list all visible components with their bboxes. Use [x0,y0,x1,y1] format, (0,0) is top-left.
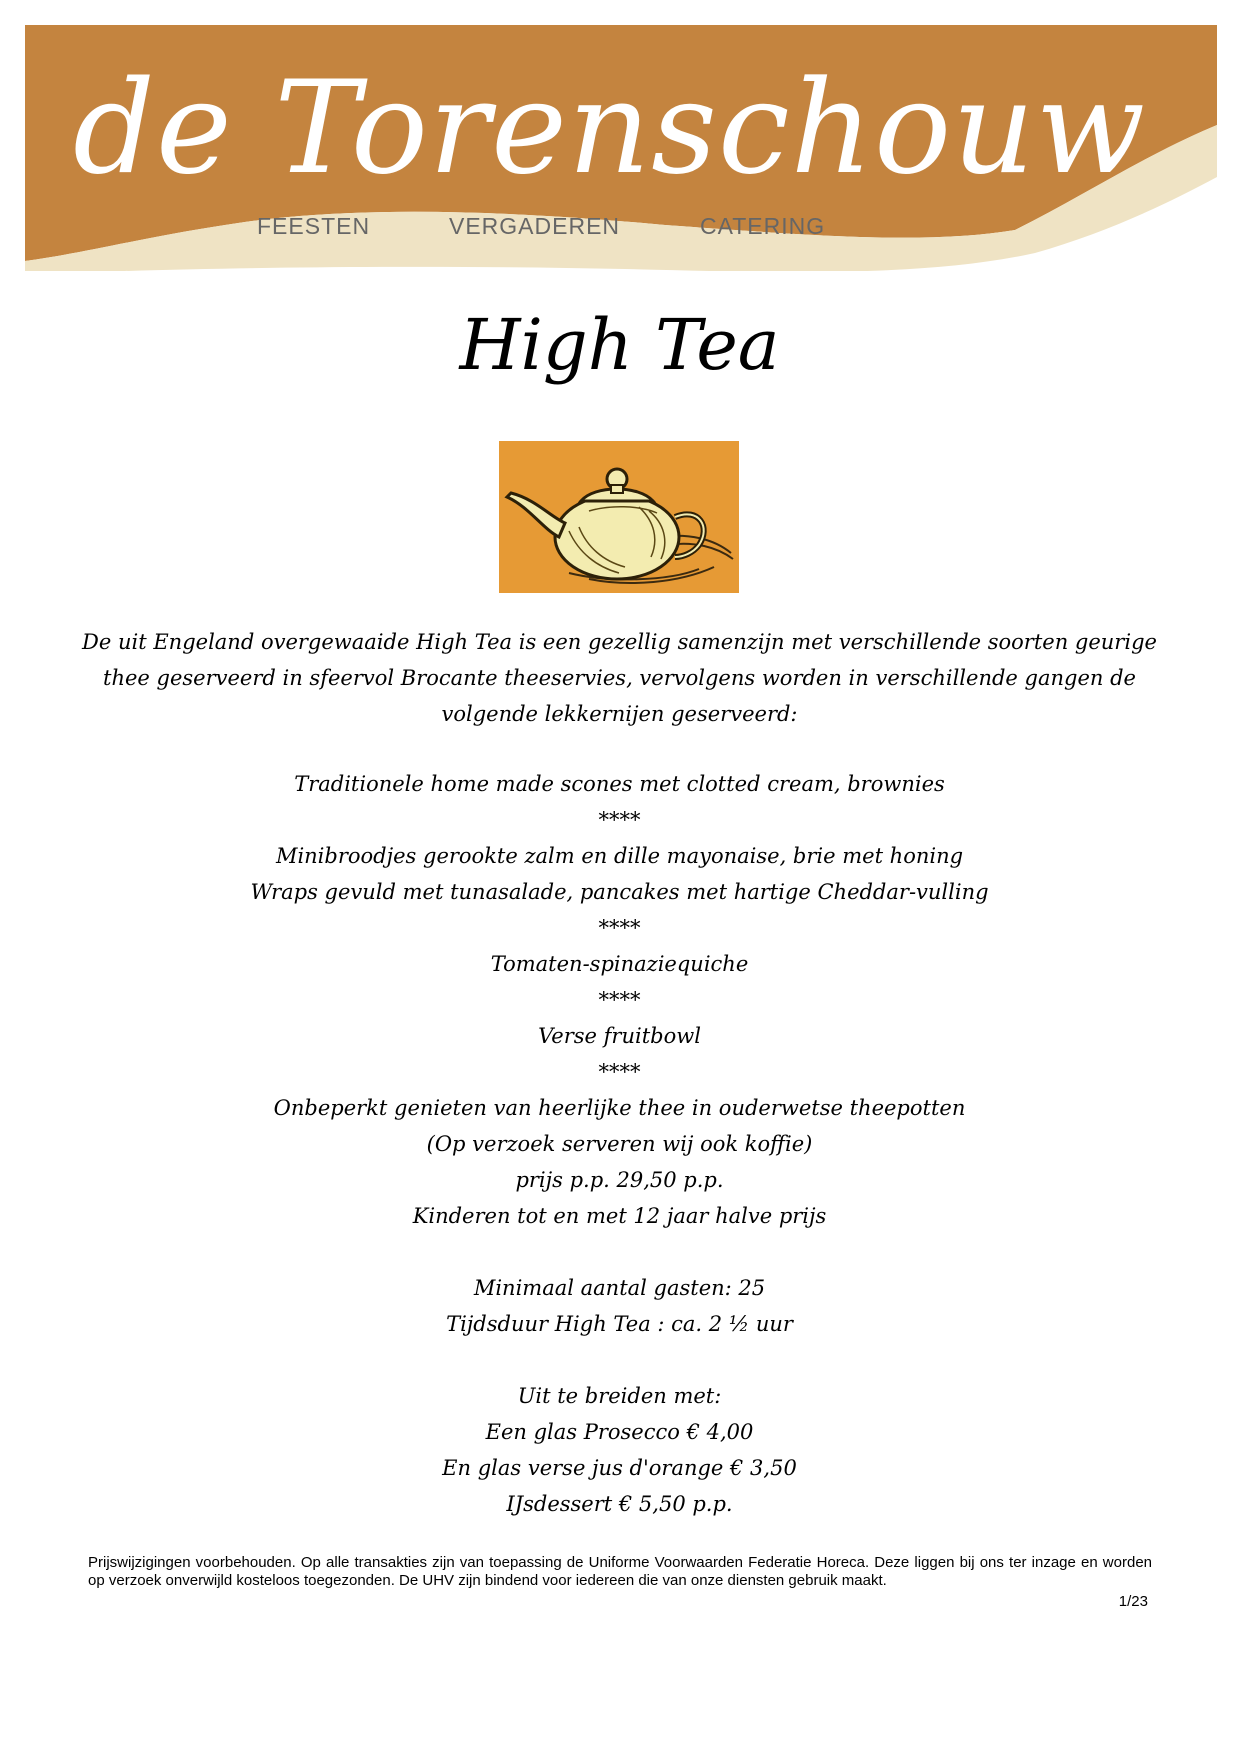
teapot-icon [499,441,739,593]
header-nav [25,213,1217,253]
menu-separator: **** [598,916,641,940]
extra-item: En glas verse jus d'orange € 3,50 [442,1456,797,1480]
brand-logo-text: de Torenschouw [73,54,1147,203]
extra-item: Een glas Prosecco € 4,00 [485,1420,754,1444]
minimum-guests: Minimaal aantal gasten: 25 [473,1276,766,1300]
menu-item: Verse fruitbowl [538,1024,701,1048]
menu-item: Tomaten-spinaziequiche [490,952,749,976]
spacer [100,1342,1139,1378]
intro-paragraph: De uit Engeland overgewaaide High Tea is een gezellig samenzijn met verschillende soorten geurige thee geserveerd in sfeervol Brocante theeservies, vervolgens worden in verschillende gangen de volgende lekkernijen geserveerd: [82,630,1157,726]
header-banner [25,25,1217,271]
footer-disclaimer: Prijswijzigingen voorbehouden. Op alle transakties zijn van toepassing de Uniforme Voorwaarden Federatie Horeca. Deze liggen bij ons ter inzage en worden op verzoek onverwijld kosteloos toegezonden. De UHV zijn bindend voor iedereen die van onze diensten gebruik maakt. [88,1554,1152,1589]
nav-item-feesten[interactable]: FEESTEN [257,213,371,239]
menu-item: Onbeperkt genieten van heerlijke thee in ouderwetse theepotten [273,1096,966,1120]
menu-item: Traditionele home made scones met clotted cream, brownies [294,772,945,796]
menu-note: (Op verzoek serveren wij ook koffie) [426,1132,813,1156]
children-price-line: Kinderen tot en met 12 jaar halve prijs [412,1204,827,1228]
nav-item-catering[interactable]: CATERING [700,213,826,239]
duration: Tijdsduur High Tea : ca. 2 ½ uur [446,1312,793,1336]
menu-item: Minibroodjes gerookte zalm en dille mayonaise, brie met honing [275,844,964,868]
price-line: prijs p.p. 29,50 p.p. [515,1168,724,1192]
extra-item: IJsdessert € 5,50 p.p. [506,1492,733,1516]
menu-list [100,766,1139,1522]
menu-separator: **** [598,988,641,1012]
nav-item-vergaderen[interactable]: VERGADEREN [449,213,621,239]
menu-item: Wraps gevuld met tunasalade, pancakes met hartige Cheddar-vulling [250,880,989,904]
menu-separator: **** [598,1060,641,1084]
teapot-illustration [499,441,739,593]
page-number: 1/23 [1118,1593,1148,1610]
spacer [100,1234,1139,1270]
extras-heading: Uit te breiden met: [517,1384,722,1408]
menu-separator: **** [598,808,641,832]
page-title: High Tea [459,304,780,386]
